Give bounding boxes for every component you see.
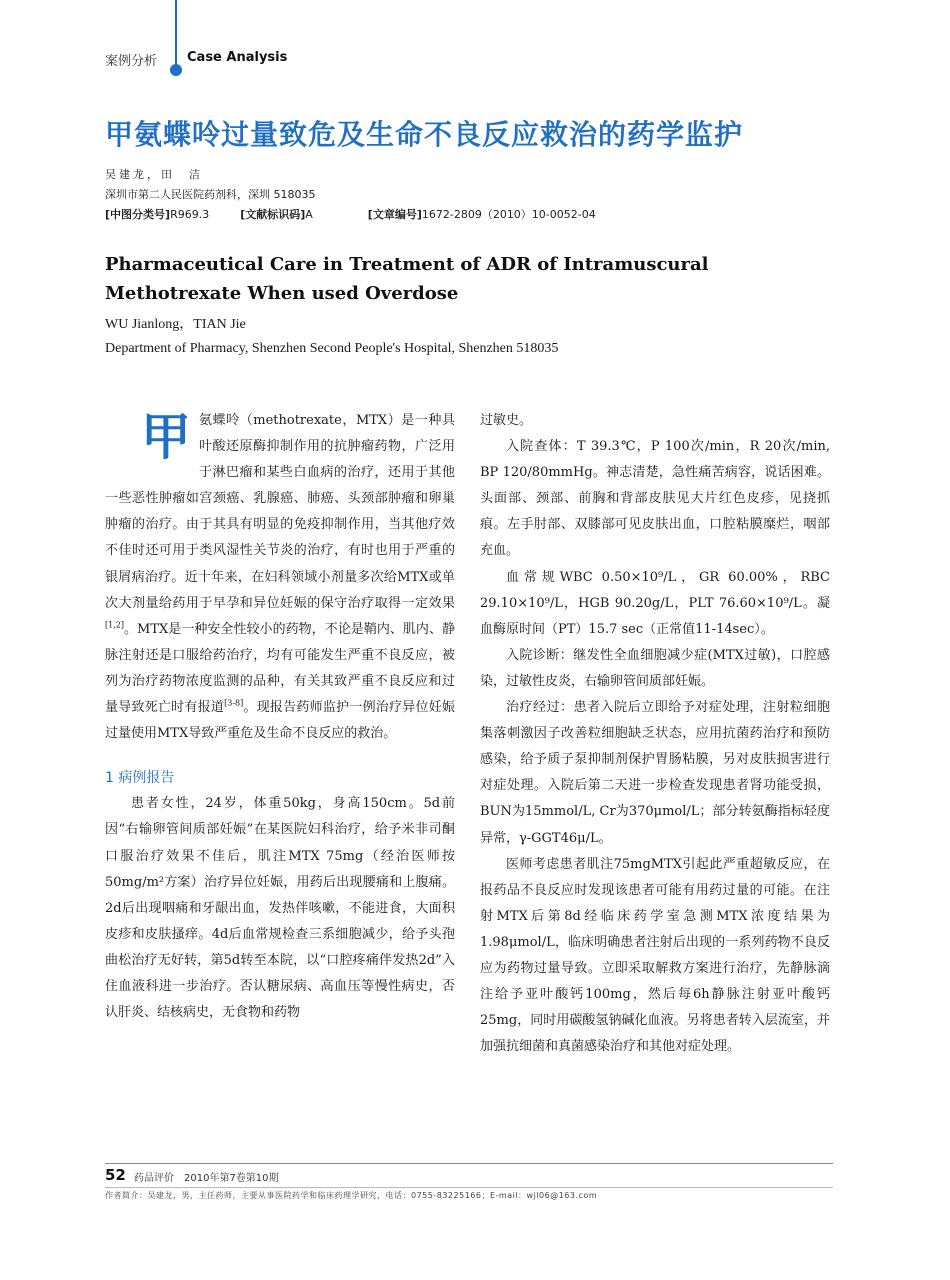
intro-paragraph: [105, 408, 455, 747]
citation-2: [3-8]: [224, 698, 244, 708]
intro-text-b: 。MTX是一种安全性较小的药物，不论是鞘内、肌内、静脉注射还是口服给药治疗，均有可能发生严重不良反应，被列为治疗药物浓度监测的品种，有关其致严重不良反应和过量导致死亡时有报道: [105, 621, 455, 716]
section-heading-case-report: 1 病例报告: [105, 770, 175, 787]
article-title-en: Pharmaceutical Care in Treatment of ADR of Intramuscural Methotrexate When used Overdose: [105, 254, 709, 304]
affiliation-cn: 深圳市第二人民医院药剂科，深圳 518035: [105, 188, 316, 201]
intro-text-a: 氨蝶呤（methotrexate，MTX）是一种具叶酸还原酶抑制作用的抗肿瘤药物，广泛用于淋巴瘤和某些白血病的治疗，还用于其他一些恶性肿瘤如宫颈癌、乳腺癌、肺癌、头颈部肿瘤和卵巢肿瘤的治疗。由于其具有明显的免疫抑制作用，当其他疗效不佳时还可用于类风湿性关节炎的治疗，有时也用于严重的银屑病治疗。近十年来，在妇科领域小剂量多次给MTX或单次大剂量给药用于早孕和异位妊娠的保守治疗取得一定效果: [105, 413, 455, 611]
page-header: [0, 0, 950, 95]
authors-cn: 吴建龙，田 洁: [105, 168, 203, 181]
treatment-paragraph: 治疗经过：患者入院后立即给予对症处理，注射粒细胞集落刺激因子改善粒细胞缺乏状态，应用抗菌药治疗和预防感染，给予质子泵抑制剂保护胃肠粘膜，另对皮肤损害进行对症处理。入院后第二天进一步检查发现患者肾功能受损，BUN为15mmol/L, Cr为370μmol/L；部分转氨酶指标轻度异常，γ-GGT46μ/L。: [480, 700, 830, 846]
authors-en: WU Jianlong，TIAN Jie: [105, 317, 246, 332]
footer-divider: [105, 1163, 833, 1164]
clc-value: R969.3: [170, 208, 210, 221]
section-label-en: Case Analysis: [187, 50, 288, 65]
header-divider-dot: [170, 64, 182, 76]
pharmacist-paragraph: 医师考虑患者肌注75mgMTX引起此严重超敏反应，在报药品不良反应时发现该患者可能有用药过量的可能。在注射MTX后第8d经临床药学室急测MTX浓度结果为1.98μmol/L，临床明确患者注射后出现的一系列药物不良反应为药物过量导致。立即采取解救方案进行治疗，先静脉滴注给予亚叶酸钙100mg，然后每6h静脉注射亚叶酸钙25mg，同时用碳酸氢钠碱化血液。另将患者转入层流室，并加强抗细菌和真菌感染治疗和其他对症处理。: [480, 856, 830, 1055]
physical-exam-paragraph: 入院查体：T 39.3℃，P 100次/min，R 20次/min, BP 120/80mmHg。神志清楚，急性痛苦病容，说话困难。头面部、颈部、前胸和背部皮肤见大片红色皮疹，见挠抓痕。左手肘部、双膝部可见皮肤出血，口腔粘膜糜烂，咽部充血。: [480, 439, 830, 559]
doc-code-value: A: [305, 208, 313, 221]
article-title-cn: 甲氨蝶呤过量致危及生命不良反应救治的药学监护: [105, 118, 744, 151]
header-divider-line: [175, 0, 177, 66]
footer-divider-secondary: [105, 1187, 833, 1188]
intro-text-c: 。现报告药师监护一例治疗异位妊娠过量使用MTX导致严重危及生命不良反应的救治。: [105, 700, 455, 742]
doc-code-label: [文献标识码]: [240, 208, 306, 221]
diagnosis-paragraph: 入院诊断：继发性全血细胞减少症(MTX过敏)，口腔感染，过敏性皮炎，右输卵管间质部妊娠。: [480, 647, 830, 689]
allergy-continuation: 过敏史。: [480, 413, 533, 428]
article-number-label: [文章编号]: [367, 208, 422, 221]
article-number-value: 1672-2809（2010）10-0052-04: [421, 208, 596, 221]
author-note: 作者简介：吴建龙，男，主任药师，主要从事医院药学和临床药理学研究，电话：0755-83225166；E-mail：wjl06@163.com: [105, 1191, 598, 1200]
page-number: 52: [105, 1166, 126, 1184]
classification-line: [105, 206, 845, 222]
case-paragraph: 患者女性，24岁，体重50kg，身高150cm。5d前因“右输卵管间质部妊娠”在某医院妇科治疗，给予米非司酮口服治疗效果不佳后，肌注MTX 75mg（经治医师按50mg/m²方案）治疗异位妊娠，用药后出现腰痛和上腹痛。2d后出现咽痛和牙龈出血，发热伴咳嗽，不能进食，大面积皮疹和皮肤搔痒。4d后血常规检查三系细胞减少，给予头孢曲松治疗无好转，第5d转至本院，以“口腔疼痛伴发热2d”入住血液科进一步治疗。否认糖尿病、高血压等慢性病史，否认肝炎、结核病史，无食物和药物: [105, 796, 455, 1021]
affiliation-en: Department of Pharmacy, Shenzhen Second People's Hospital, Shenzhen 518035: [105, 341, 559, 356]
citation-1: [1,2]: [105, 620, 124, 630]
journal-info: 药品评价 2010年第7卷第10期: [134, 1173, 279, 1184]
drop-cap: 甲: [141, 407, 191, 466]
blood-routine-paragraph: 血常规WBC 0.50×10⁹/L，GR 60.00%，RBC 29.10×10⁹/L，HGB 90.20g/L，PLT 76.60×10⁹/L。凝血酶原时间（PT）15.7 sec（正常值11-14sec）。: [480, 569, 830, 637]
clc-label: [中图分类号]: [105, 208, 171, 221]
section-label-cn: 案例分析: [105, 54, 158, 69]
body-column-left: [105, 408, 455, 1026]
body-column-right: [480, 408, 830, 1060]
